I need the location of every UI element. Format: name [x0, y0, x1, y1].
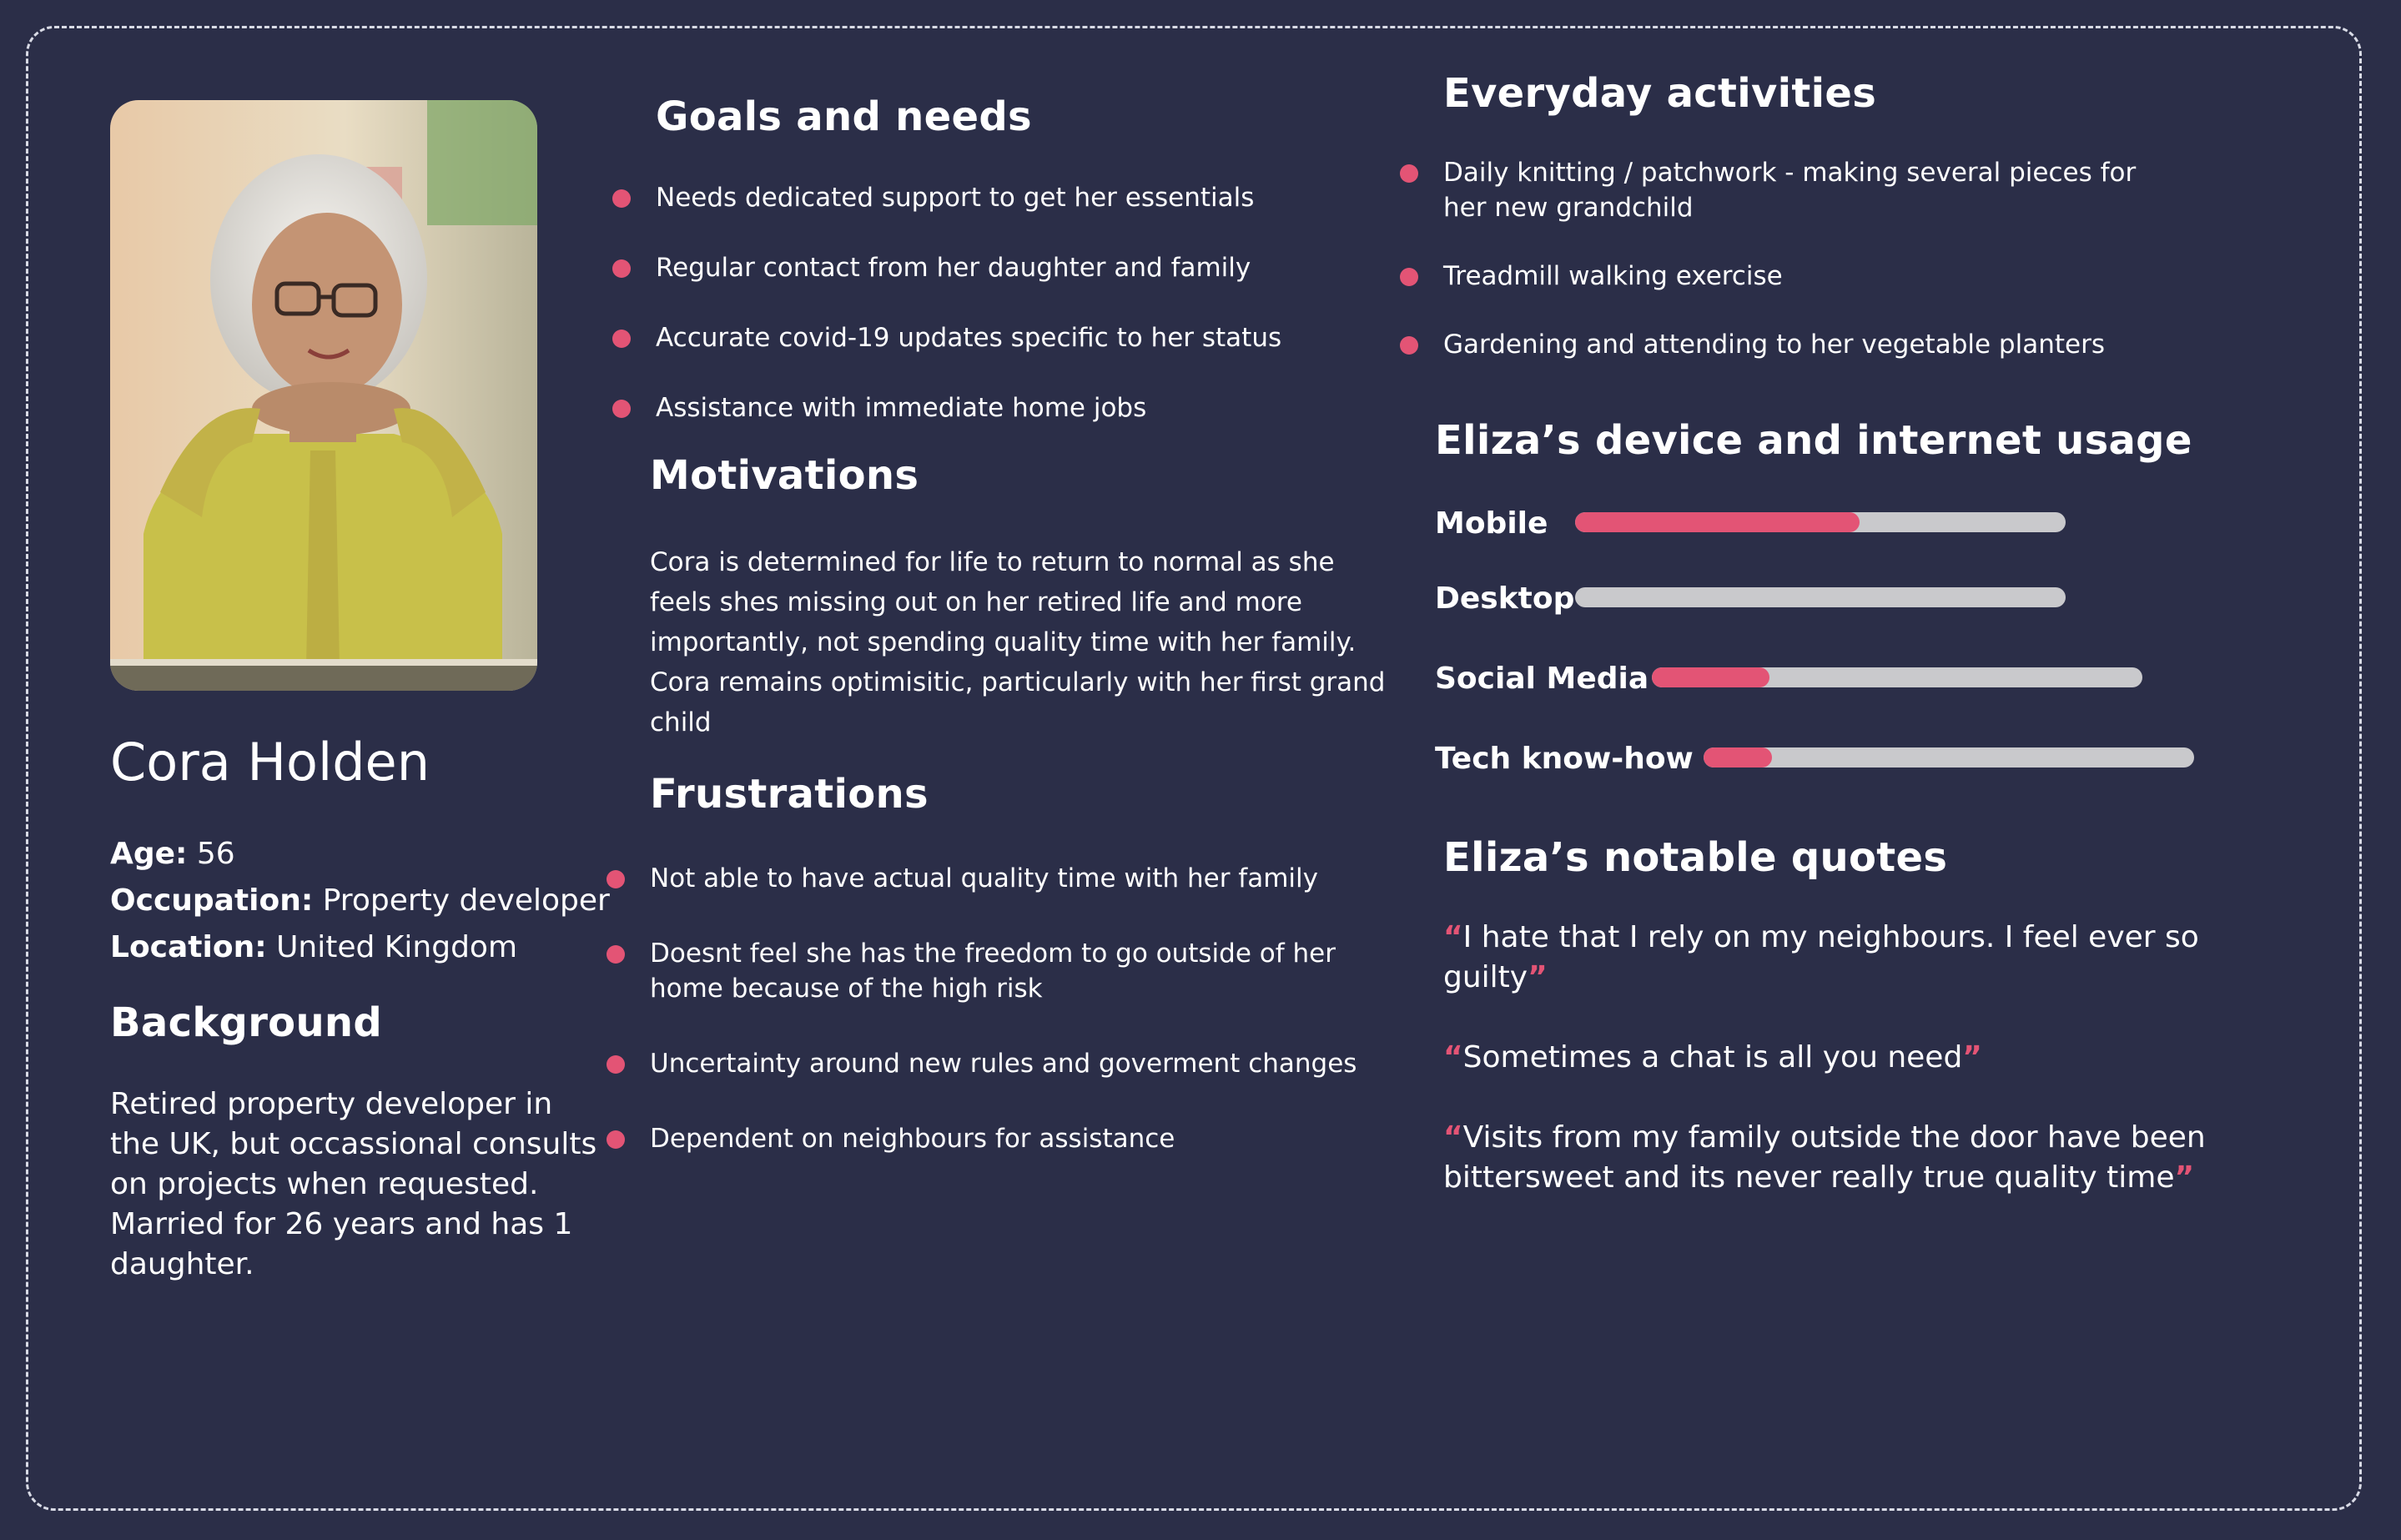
frustrations-list [650, 861, 1384, 1196]
list-item [1443, 259, 2177, 294]
bullet-dot-icon [612, 189, 631, 208]
frustration-text: Doesnt feel she has the freedom to go outside of her home because of the high risk [650, 939, 1336, 1004]
bullet-dot-icon [1400, 164, 1418, 183]
list-item [656, 180, 1390, 215]
location-label: Location: [110, 930, 267, 964]
bullet-dot-icon [607, 1130, 625, 1149]
goal-text: Regular contact from her daughter and family [656, 253, 1251, 283]
usage-bar-track [1575, 587, 2066, 607]
motivations-text: Cora is determined for life to return to normal as she feels shes missing out on her retired life and more importantly, not spending quality time with her family. Cora remains optimisitic, particularly with her first grand child [650, 547, 1386, 737]
persona-name: Cora Holden [110, 732, 430, 793]
usage-bar-track [1704, 747, 2194, 767]
list-item [650, 1121, 1384, 1156]
list-item [650, 1046, 1384, 1081]
quotes-list [1443, 918, 2236, 1238]
background-text: Retired property developer in the UK, but occassional consults on projects when requested. Married for 26 years and has 1 daughter. [110, 1087, 597, 1281]
usage-bar-fill [1575, 512, 1860, 532]
usage-bar-fill [1652, 667, 1769, 687]
bullet-dot-icon [607, 945, 625, 964]
occupation-label: Occupation: [110, 883, 314, 918]
age-label: Age: [110, 837, 188, 871]
goals-list [656, 180, 1390, 460]
quote-text: Visits from my family outside the door have been bittersweet and its never really true quality time [1443, 1120, 2206, 1195]
list-item [650, 936, 1384, 1006]
bullet-dot-icon [612, 400, 631, 418]
occupation-row [110, 878, 610, 924]
list-item [656, 320, 1390, 355]
age-value: 56 [196, 837, 235, 871]
device-label: Social Media [1435, 662, 1649, 696]
device-label: Tech know-how [1435, 742, 1694, 776]
background-title: Background [110, 999, 383, 1046]
usage-bar-track [1652, 667, 2142, 687]
quotes-title: Eliza’s notable quotes [1443, 834, 1948, 881]
quote-text: Sometimes a chat is all you need [1462, 1040, 1963, 1074]
close-quote-mark: ” [2174, 1160, 2195, 1195]
frustration-text: Dependent on neighbours for assistance [650, 1124, 1175, 1154]
bullet-dot-icon [607, 1055, 625, 1074]
device-label: Desktop [1435, 581, 1575, 616]
age-row [110, 831, 610, 878]
bullet-dot-icon [607, 870, 625, 888]
bullet-dot-icon [1400, 268, 1418, 286]
bullet-dot-icon [612, 259, 631, 278]
list-item [1443, 327, 2177, 362]
device-label: Mobile [1435, 506, 1548, 541]
list-item [656, 250, 1390, 285]
activities-list [1443, 155, 2177, 395]
persona-photo [110, 100, 537, 691]
quote-item [1443, 1118, 2236, 1198]
open-quote-mark: “ [1443, 1040, 1463, 1074]
motivations-title: Motivations [650, 452, 919, 499]
close-quote-mark: ” [1528, 960, 1548, 994]
usage-bar-track [1575, 512, 2066, 532]
close-quote-mark: ” [1962, 1040, 1982, 1074]
location-value: United Kingdom [276, 930, 518, 964]
persona-facts [110, 831, 610, 971]
open-quote-mark: “ [1443, 920, 1463, 954]
occupation-value: Property developer [322, 883, 610, 918]
list-item [656, 390, 1390, 425]
bullet-dot-icon [1400, 336, 1418, 355]
frustrations-title: Frustrations [650, 771, 929, 818]
goal-text: Assistance with immediate home jobs [656, 393, 1147, 423]
devices-title: Eliza’s device and internet usage [1435, 417, 2192, 464]
open-quote-mark: “ [1443, 1120, 1463, 1155]
quote-text: I hate that I rely on my neighbours. I feel ever so guilty [1443, 920, 2199, 994]
goal-text: Accurate covid-19 updates specific to her status [656, 323, 1282, 353]
activities-title: Everyday activities [1443, 70, 1877, 117]
bullet-dot-icon [612, 330, 631, 348]
goals-title: Goals and needs [656, 93, 1032, 140]
activity-text: Gardening and attending to her vegetable planters [1443, 330, 2105, 360]
goal-text: Needs dedicated support to get her essentials [656, 183, 1255, 213]
activity-text: Treadmill walking exercise [1443, 261, 1783, 291]
frustration-text: Not able to have actual quality time with her family [650, 863, 1318, 893]
activity-text: Daily knitting / patchwork - making several pieces for her new grandchild [1443, 158, 2137, 223]
quote-item [1443, 1038, 2236, 1078]
list-item [650, 861, 1384, 896]
quote-item [1443, 918, 2236, 998]
frustration-text: Uncertainty around new rules and goverment changes [650, 1049, 1357, 1079]
location-row [110, 924, 610, 971]
usage-bar-fill [1704, 747, 1772, 767]
list-item [1443, 155, 2177, 225]
